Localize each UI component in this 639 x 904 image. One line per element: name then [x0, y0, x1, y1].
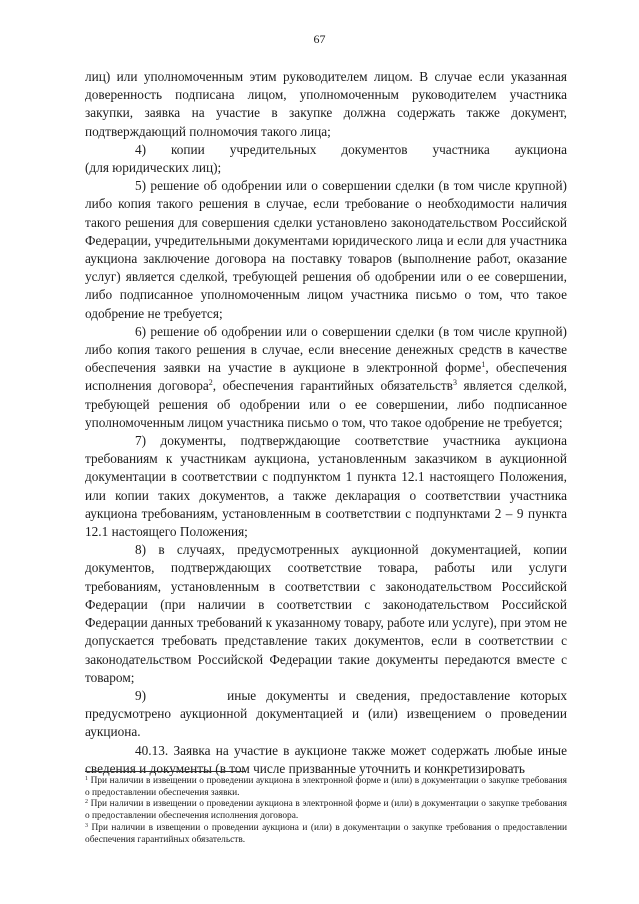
footnotes: [85, 776, 567, 846]
item-4-word: учредительных: [229, 141, 317, 157]
paragraph-item-7: 7) документы, подтверждающие соответствие участника аукциона требованиям к участникам аукциона, установленным заказчиком в аукционной документации в соответствии с подпунктом 1 пункта 12.1 настоящего Положения, или копии таких документов, а также декларация о соответствии участника аукциона требованиям, установленным в соответствии с подпунктами 2 – 9 пункта 12.1 настоящего Положения;: [85, 433, 567, 540]
footnote-3-text: При наличии в извещении о проведении аукциона и (или) в документации о закупке требования о предоставлении обеспечения гарантийных обязательств.: [85, 822, 567, 845]
footnote-1-mark: 1: [85, 776, 88, 782]
page-number: 67: [313, 32, 326, 46]
item-4-number: 4): [135, 141, 147, 157]
paragraph-continuation: лиц) или уполномоченным этим руководителем лицом. В случае если указанная доверенность подписана лицом, уполномоченным руководителем участника закупки, заявка на участие в закупке должна содержать также документ, подтверждающий полномочия такого лица;: [85, 69, 567, 139]
item-4-word: участника: [432, 141, 490, 157]
paragraph-item-9: [85, 687, 567, 742]
footnote-2-mark: 2: [85, 799, 88, 806]
paragraph-item-5: 5) решение об одобрении или о совершении сделки (в том числе крупной) либо копия такого решения в случае, если требование о необходимости наличия такого решения для совершения сделки установлено законодательством Российской Федерации, учредительными документами юридического лица и если для участника аукциона заключение договора на поставку товаров (выполнение работ, оказание услуг) является сделкой, требующей решения об одобрении или о ее совершении, либо подписанное уполномоченным лицом участника письмо о том, что такое одобрение не требуется;: [85, 178, 567, 321]
paragraph-40-13: 40.13. Заявка на участие в аукционе также может содержать любые иные сведения и документы (в том числе призванные уточнить и конкретизировать: [85, 742, 567, 776]
item-9-gap: [146, 688, 227, 703]
item-9-number: 9): [135, 687, 147, 703]
footnote-2: [85, 799, 567, 822]
paragraph-item-4: [85, 141, 567, 159]
item-4-tail: (для юридических лиц);: [85, 160, 222, 176]
item-6-text-a: 6) решение об одобрении или о совершении сделки (в том числе крупной) либо копия такого решения в случае, если внесение денежных средств в качестве обеспечения заявки на участие в аукционе в электронной форме: [85, 323, 567, 376]
footnote-2-text: При наличии в извещении о проведении аукциона в электронной форме и (или) в документации о закупке требования о предоставлении обеспечения исполнения договора.: [85, 799, 567, 822]
footnote-ref-2[interactable]: 2: [208, 378, 213, 388]
item-9-text: иные документы и сведения, предоставление которых предусмотрено аукционной документацией и (или) извещением о проведении аукциона.: [85, 687, 567, 740]
footnote-ref-1[interactable]: 1: [481, 360, 486, 370]
item-4-word: документов: [341, 141, 408, 157]
item-4-word: копии: [171, 141, 205, 157]
item-6-text-c: , обеспечения гарантийных обязательств: [212, 378, 453, 394]
paragraph-item-6: [85, 323, 567, 432]
item-6-text-d: является сделкой, требующей решения об одобрении или о ее совершении, либо подписанное уполномоченным лицом участника письмо о том, что такое одобрение не требуется;: [85, 378, 568, 430]
footnote-3: [85, 823, 567, 846]
item-6-text-b: , обеспечения исполнения договора: [85, 360, 567, 394]
footnote-1-text: При наличии в извещении о проведении аукциона в электронной форме и (или) в документации о закупке требования о предоставлении обеспечения заявки.: [85, 776, 567, 798]
paragraph-item-8: 8) в случаях, предусмотренных аукционной документацией, копии документов, подтверждающих соответствие товара, работы или услуги требованиям, установленным в соответствии с законодательством Российской Федерации (при наличии в соответствии с законодательством Российской Федерации данных требований к указанному товару, работе или услуге), при этом не допускается требовать представление таких документов, если в соответствии с законодательством Российской Федерации такие документы передаются вместе с товаром;: [85, 542, 567, 685]
footnote-separator: [85, 771, 245, 772]
item-4-word: аукциона: [514, 141, 567, 157]
footnote-ref-3[interactable]: 3: [452, 378, 457, 388]
item-4-words: [171, 141, 567, 159]
footnote-1: [85, 776, 567, 799]
footnote-3-mark: 3: [85, 822, 88, 829]
body-text: [85, 68, 567, 778]
